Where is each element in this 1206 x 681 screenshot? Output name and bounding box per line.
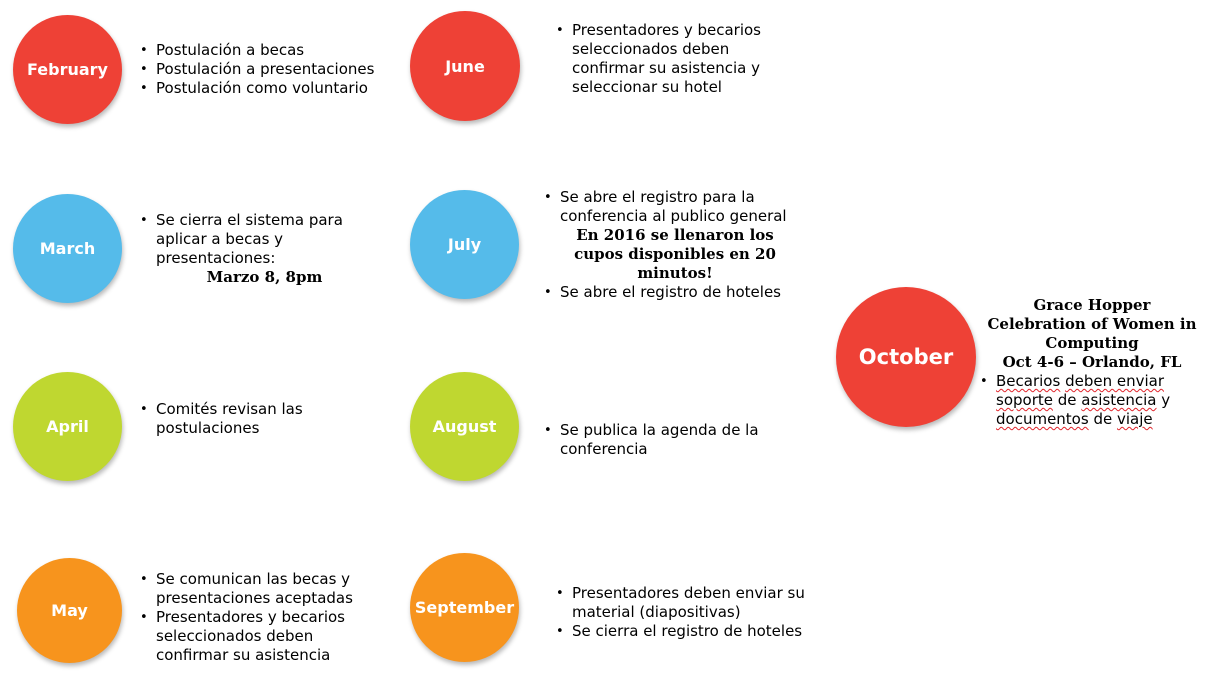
october-circle (836, 287, 976, 427)
july-label: July (447, 235, 482, 254)
may-item: • Se comunican las becas y presentaciones aceptadas (138, 570, 378, 608)
september-label: September (414, 598, 515, 617)
may-label: May (51, 601, 88, 620)
september-circle (410, 553, 519, 662)
october-item (978, 372, 1206, 429)
july-notes (542, 188, 804, 302)
may-item: • Presentadores y becarios seleccionados deben confirmar su asistencia (138, 608, 378, 665)
april-label: April (46, 417, 89, 436)
july-highlight: En 2016 se llenaron los cupos disponibles en 20 minutos! (574, 226, 776, 282)
march-deadline: Marzo 8, 8pm (206, 268, 323, 286)
march-circle (13, 194, 122, 303)
event-line: Grace Hopper (1033, 296, 1151, 314)
february-item: • Postulación como voluntario (138, 79, 408, 98)
march-item: • Se cierra el sistema para aplicar a becas y presentaciones: (138, 211, 373, 268)
word: de (1093, 410, 1113, 428)
february-notes (138, 41, 408, 98)
september-item: • Presentadores deben enviar su material (diapositivas) (554, 584, 839, 622)
spell-word: viaje (1117, 410, 1153, 428)
april-item: • Comités revisan las postulaciones (138, 400, 338, 438)
event-line: Oct 4-6 – Orlando, FL (1002, 353, 1182, 371)
june-label: June (445, 56, 485, 76)
spell-word: Becarios (996, 372, 1061, 390)
july-circle (410, 190, 519, 299)
april-notes (138, 400, 338, 438)
event-line: Computing (1045, 334, 1139, 352)
march-notes (138, 211, 373, 287)
september-notes (554, 584, 839, 641)
june-item: • Presentadores y becarios seleccionados deben confirmar su asistencia y seleccionar su hotel (554, 21, 784, 97)
event-line: Celebration of Women in (987, 315, 1197, 333)
august-notes (542, 421, 802, 459)
february-circle (13, 15, 122, 124)
spell-word: documentos (996, 410, 1089, 428)
june-notes (554, 21, 784, 97)
word: y (1161, 391, 1171, 409)
july-item: • Se abre el registro para la conferencia al publico general (542, 188, 804, 226)
february-item: • Postulación a becas (138, 41, 408, 60)
may-notes (138, 570, 378, 665)
july-item: • Se abre el registro de hoteles (542, 283, 804, 302)
august-label: August (432, 417, 497, 436)
october-event (978, 296, 1206, 372)
june-circle (410, 11, 520, 121)
october-label: October (858, 345, 954, 369)
march-label: March (39, 239, 96, 258)
april-circle (13, 372, 122, 481)
august-item: • Se publica la agenda de la conferencia (542, 421, 802, 459)
february-label: February (27, 60, 108, 79)
spell-word: asistencia (1081, 391, 1157, 409)
spell-word: soporte (996, 391, 1053, 409)
august-circle (410, 372, 519, 481)
word: de (1057, 391, 1077, 409)
february-item: • Postulación a presentaciones (138, 60, 408, 79)
may-circle (17, 558, 122, 663)
september-item: • Se cierra el registro de hoteles (554, 622, 839, 641)
october-notes (978, 296, 1206, 429)
spell-word: deben enviar (1065, 372, 1164, 390)
